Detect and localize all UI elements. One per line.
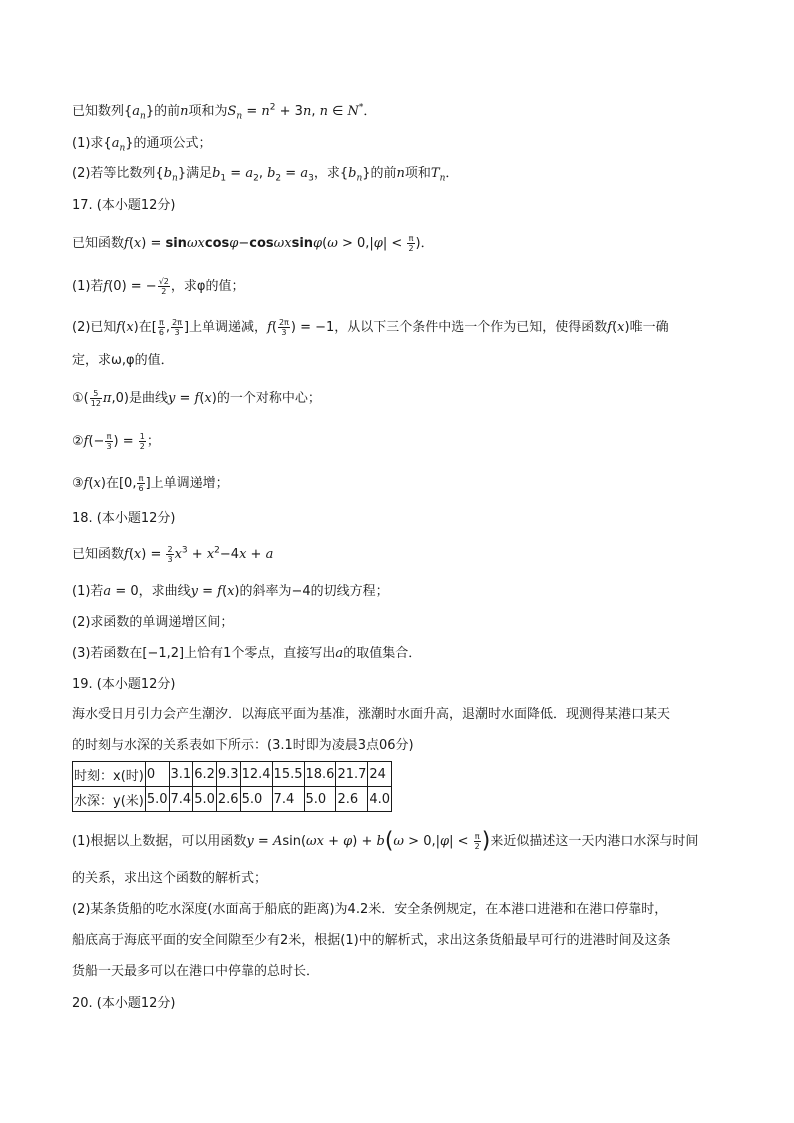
table-cell: 5.0 [193, 787, 217, 812]
q19-header: 19. (本小题12分) [72, 677, 176, 692]
q16-part1: (1)求$\{a_n\}$的通项公式； [72, 136, 212, 154]
q19-intro-line1: 海水受日月引力会产生潮汐．以海底平面为基准，涨潮时水面升高，退潮时水面降低．现测得某港口某天 [72, 707, 671, 722]
table-cell: 4.0 [368, 787, 392, 812]
q17-header: 17. (本小题12分) [72, 198, 176, 213]
table-cell: 15.5 [272, 762, 304, 787]
q17-part2: (2)已知f(x)在[ $\frac{\pi}{6}$ , $\frac{2\pi}{3}$ ]上单调递减，f( $\frac{2\pi}{3}$ ) = −1，从以下三个条件中选一个作为已知，使得函数f(x)唯一确 [72, 318, 669, 337]
table-row [73, 762, 392, 787]
q20-header: 20. (本小题12分) [72, 996, 176, 1011]
table-cell: 24 [368, 762, 392, 787]
table-cell: 12.4 [240, 762, 272, 787]
q19-part1-cont: 的关系，求出这个函数的解析式； [72, 871, 268, 886]
table-cell: 3.1 [169, 762, 193, 787]
q17-stem: 已知函数f(x) = sinωxcosφ−cosωxsinφ(ω > 0,|φ| < $\frac{\pi}{2}$ )． [72, 234, 434, 253]
tide-table [72, 761, 392, 812]
table-cell: 21.7 [336, 762, 368, 787]
q17-condition-3: ③f(x)在[0, $\frac{\pi}{6}$ ]上单调递增； [72, 474, 229, 493]
table-cell: 2.6 [216, 787, 240, 812]
q18-part1: (1)若a = 0，求曲线y = f(x)的斜率为−4的切线方程； [72, 584, 389, 599]
table-cell: 7.4 [272, 787, 304, 812]
q18-part3: (3)若函数在[−1,2]上恰有1个零点，直接写出a的取值集合． [72, 646, 422, 661]
q19-intro-line2: 的时刻与水深的关系表如下所示：(3.1时即为凌晨3点06分) [72, 738, 414, 753]
row-label-depth: 水深：y(米) [73, 787, 146, 812]
table-cell: 18.6 [304, 762, 336, 787]
q19-part2-line1: (2)某条货船的吃水深度(水面高于船底的距离)为4.2米．安全条例规定，在本港口进港和在港口停靠时， [72, 902, 668, 917]
q19-part1: (1)根据以上数据，可以用函数y = Asin(ωx + φ) + b(ω > 0,|φ| < $\frac{\pi}{2}$ )来近似描述这一天内港口水深与时间 [72, 828, 699, 854]
q19-part2-line2: 船底高于海底平面的安全间隙至少有2米，根据(1)中的解析式，求出这条货船最早可行的进港时间及这条 [72, 933, 671, 948]
q16-part2: (2)若等比数列$\{b_n\}$满足$b_1 = a_2$, $b_2 = a_3$，求$\{b_n\}$的前n项和$T_n$． [72, 166, 459, 184]
q17-part2-cont: 定，求ω,φ的值． [72, 353, 174, 368]
q18-stem: 已知函数f(x) = $\frac{2}{3}$ $x^3 + x^2-4x + a$ [72, 545, 274, 564]
q17-condition-1: ①( $\frac{5}{12}$ π,0)是曲线y = f(x)的一个对称中心； [72, 389, 321, 408]
row-label-time: 时刻：x(时) [73, 762, 146, 787]
q17-part1: (1)若f(0) = − $\frac{√2}{2}$ ，求φ的值； [72, 277, 245, 296]
q16-stem: 已知数列$\{a_n\}$的前n项和为$S_n = n^2 + 3n$, n ∈ N*． [72, 102, 377, 122]
q18-header: 18. (本小题12分) [72, 511, 176, 526]
table-row [73, 787, 392, 812]
table-cell: 5.0 [240, 787, 272, 812]
table-cell: 9.3 [216, 762, 240, 787]
q18-part2: (2)求函数的单调递增区间； [72, 615, 234, 630]
table-cell: 5.0 [304, 787, 336, 812]
table-cell: 2.6 [336, 787, 368, 812]
table-cell: 0 [145, 762, 169, 787]
q19-part2-line3: 货船一天最多可以在港口中停靠的总时长． [72, 964, 320, 979]
table-cell: 5.0 [145, 787, 169, 812]
table-cell: 7.4 [169, 787, 193, 812]
q17-condition-2: ②f(− $\frac{\pi}{3}$ ) = $\frac{1}{2}$ ； [72, 432, 160, 451]
table-cell: 6.2 [193, 762, 217, 787]
